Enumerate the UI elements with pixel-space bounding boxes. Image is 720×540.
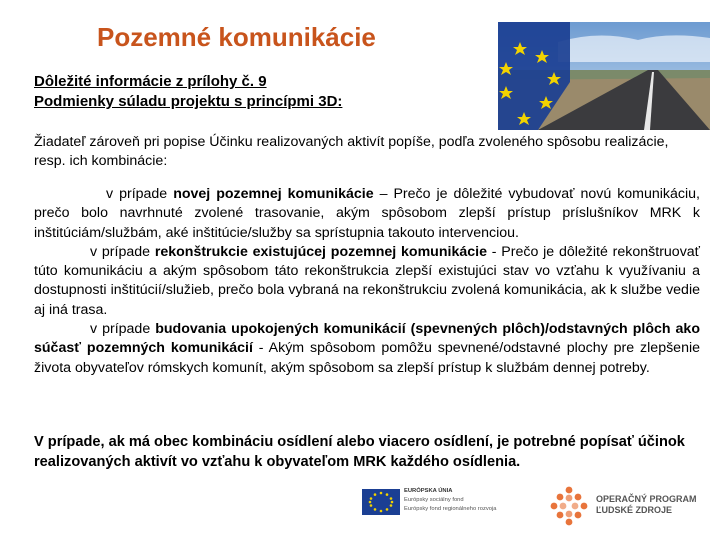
case-calm-roads: v prípade budovania upokojených komunikácií (spevnených plôch)/odstavných plôch ako súčasť pozemných komunikácií - Akým spôsobom pomôžu spevnené/odstavné plochy pre zlepšenie života obyvateľov rómskych komunít, akým spôsobom sa zlepší prístup k službám dennej potreby.: [34, 321, 701, 376]
case-new-road: v prípade novej pozemnej komunikácie – Prečo je dôležité vybudovať novú komunikáciu, prečo bolo navrhnuté zvolené trasovanie, akým spôsobom zlepší prístup príslušníkov MRK k inštitúciám/službám, aké inštitúcie/služby sa sprístupnia takouto intervenciou.: [34, 186, 700, 241]
road-eu-flag-image: [498, 22, 710, 130]
op-line-2: ĽUDSKÉ ZDROJE: [596, 505, 673, 515]
eu-fund-1: Európsky sociálny fond: [404, 497, 464, 503]
cases-block: [34, 185, 700, 378]
eu-fund-2: Európsky fond regionálneho rozvoja: [404, 506, 497, 512]
eu-flag-icon: [362, 489, 400, 515]
page-title: Pozemné komunikácie: [97, 22, 376, 52]
op-logo: [548, 485, 718, 527]
case-reconstruction: v prípade rekonštrukcie existujúcej pozemnej komunikácie - Prečo je dôležité rekonštruovať túto komunikáciu a akým spôsobom táto rekonštrukcia zlepší existujúci stav vo vzťahu k využívaniu a dostupnosti inštitúcií/služieb, prečo bola vybraná na rekonštrukciu zvolená komunikácia, ak k službe vedie aj iná trasa.: [34, 243, 701, 318]
subtitle-info: Dôležité informácie z prílohy č. 9: [34, 73, 267, 90]
conclusion-paragraph: V prípade, ak má obec kombináciu osídlení alebo viacero osídlení, je potrebné popísať účinok realizovaných aktivít vo vzťahu k obyvateľom MRK každého osídlenia.: [34, 434, 685, 470]
intro-paragraph: Žiadateľ zároveň pri popise Účinku realizovaných aktivít popíše, podľa zvoleného spôsobu realizácie, resp. ich kombinácie:: [34, 134, 669, 169]
subtitle-conditions: Podmienky súladu projektu s princípmi 3D:: [34, 93, 343, 110]
eu-title: EURÓPSKA ÚNIA: [404, 488, 453, 494]
eu-logo: [362, 485, 512, 525]
op-dots-icon: [548, 485, 590, 527]
op-line-1: OPERAČNÝ PROGRAM: [596, 494, 697, 504]
